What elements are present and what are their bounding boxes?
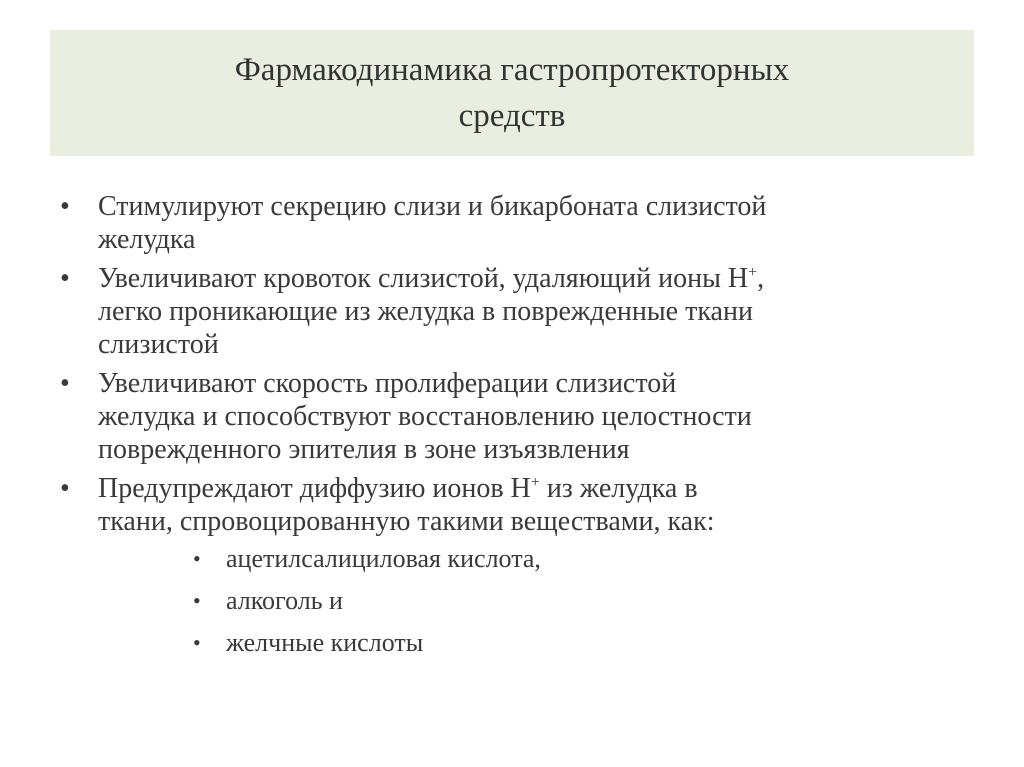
bullet-4-line-1-text: Предупреждают диффузию ионов H <box>98 473 531 504</box>
superscript-plus: + <box>530 474 540 491</box>
sub-bullet-2-text: алкоголь и <box>226 586 343 615</box>
slide-title-line-1: Фармакодинамика гастропротекторных <box>234 52 790 88</box>
bullet-2-line-1 <box>98 262 960 295</box>
bullet-dot: • <box>60 368 70 399</box>
bullet-list <box>60 190 960 670</box>
bullet-4-line-1 <box>98 472 960 505</box>
bullet-item-4 <box>60 472 960 658</box>
bullet-item-1 <box>60 190 960 256</box>
sub-bullet-item-3 <box>193 628 960 658</box>
bullet-dot: • <box>60 263 70 294</box>
bullet-2-line-2: легко проникающие из желудка в поврежденные ткани <box>98 296 753 327</box>
slide-title <box>235 47 790 139</box>
sub-bullet-3-text: желчные кислоты <box>226 628 424 657</box>
bullet-2-line-1-tail: , <box>757 263 765 294</box>
sub-bullet-dot: • <box>193 546 201 571</box>
bullet-item-2 <box>60 262 960 361</box>
bullet-3-line-1: Увеличивают скорость пролиферации слизистой <box>98 368 677 399</box>
bullet-dot: • <box>60 473 70 504</box>
sub-bullet-1-text: ацетилсалициловая кислота, <box>226 544 541 573</box>
bullet-4-line-1-tail: из желудка в <box>539 473 698 504</box>
bullet-1-line-1: Стимулируют секрецию слизи и бикарбоната слизистой <box>98 191 767 222</box>
sub-bullet-item-1 <box>193 544 960 574</box>
bullet-4-line-2: ткани, спровоцированную такими веществами, как: <box>98 506 715 537</box>
sub-bullet-dot: • <box>193 588 201 613</box>
bullet-2-line-3: слизистой <box>98 329 219 360</box>
sub-bullet-dot: • <box>193 630 201 655</box>
bullet-2-line-1-text: Увеличивают кровоток слизистой, удаляющий ионы H <box>98 263 749 294</box>
bullet-dot: • <box>60 191 70 222</box>
title-banner <box>50 30 974 156</box>
bullet-1-line-2: желудка <box>98 224 196 255</box>
bullet-item-3 <box>60 367 960 466</box>
sub-bullet-item-2 <box>193 586 960 616</box>
bullet-3-line-3: поврежденного эпителия в зоне изъязвления <box>98 434 630 465</box>
slide-title-line-2: средств <box>458 98 566 134</box>
superscript-plus: + <box>748 264 758 281</box>
bullet-3-line-2: желудка и способствуют восстановлению целостности <box>98 401 752 432</box>
sub-bullet-list <box>98 544 960 658</box>
